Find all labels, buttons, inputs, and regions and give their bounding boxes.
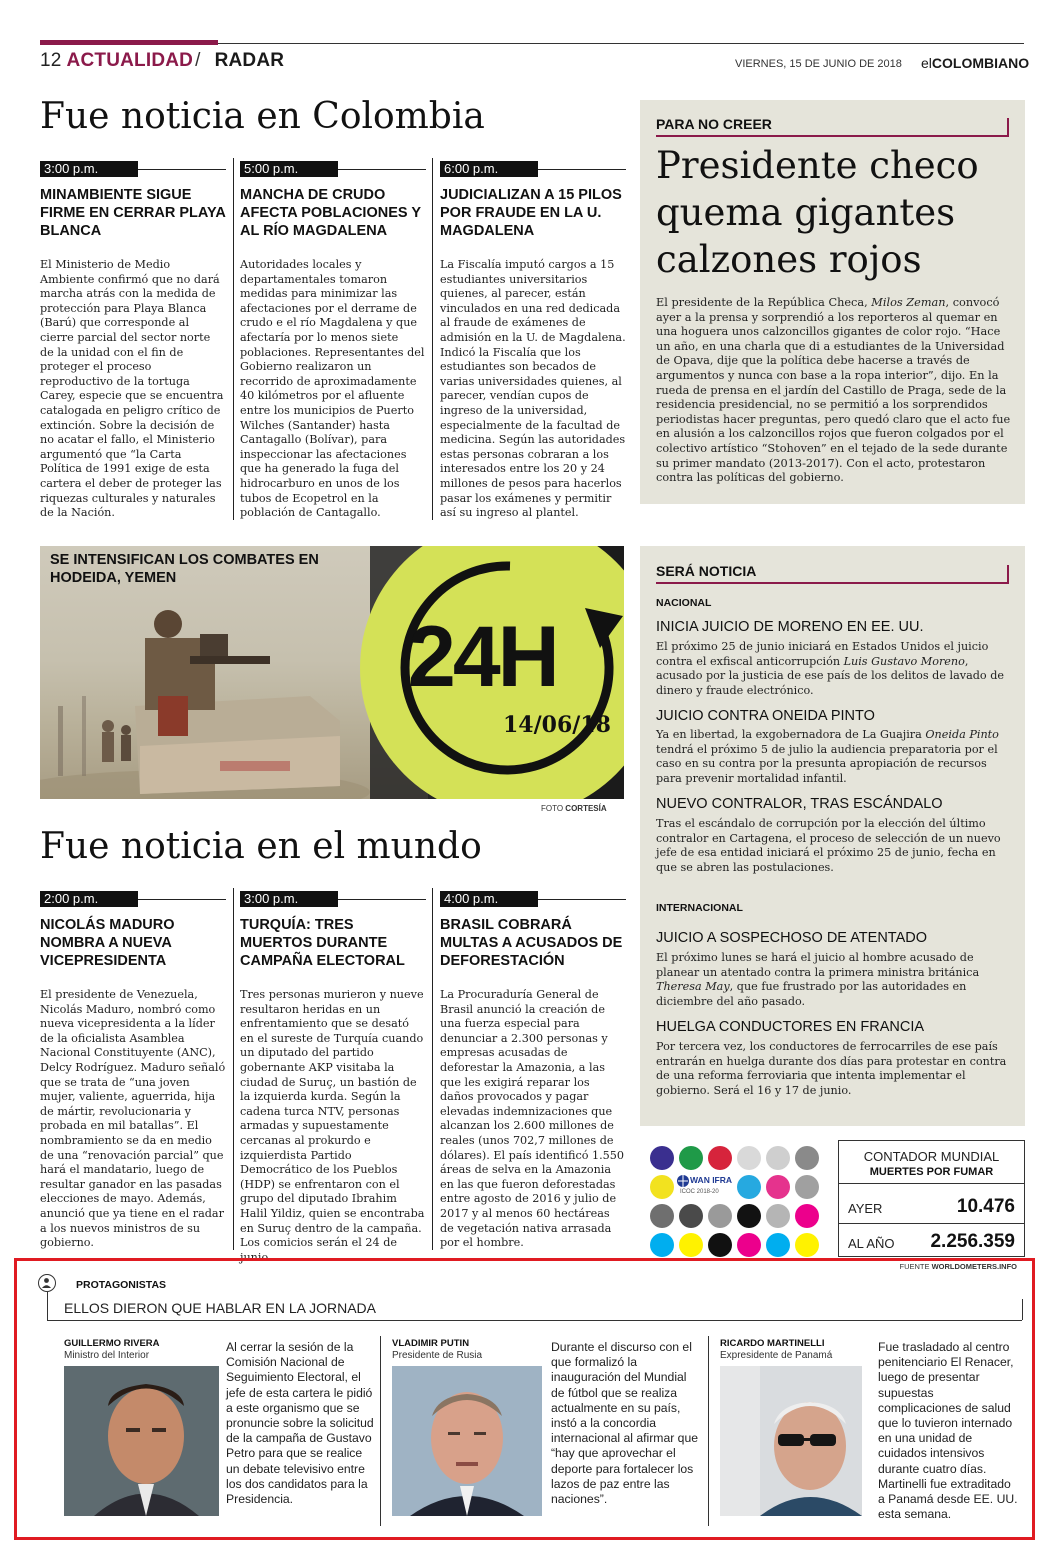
protagonistas-tag: PROTAGONISTAS (76, 1279, 167, 1291)
color-swatch (795, 1204, 819, 1228)
column-divider (432, 158, 433, 520)
para-no-creer-body: El presidente de la República Checa, Milos Zeman, convocó ayer a la prensa y sorprendió a los reporteros al quemar en una hoguera unos calzoncillos gigantes de color rojo. “Hace un año, en una charla que di a estudiantes de la Universidad de Opava, dije que la política debe hacerse a través de argumentos y nunca con base a la ropa interior”, dijo. En la rueda de prensa en el jardín del Castillo de Praga, sede de la residencia presidencial, no se permitió a los sorprendidos periodistas hacer preguntas, pero quedó claro que el acto fue en alusión a los calzoncillos rojos que fueron colgados por el colectivo artístico “Stohoven” en el tejado de la sede durante su primer mandato (2013-2017). Con el acto, protestaron contra las políticas del gobierno. (656, 296, 1011, 485)
tag-rule-end (1007, 118, 1009, 137)
sera-noticia-item-body: El próximo lunes se hará el juicio al hombre acusado de planear un atentado contra la primera ministra británica Theresa May, que fue frustrado por las autoridades en diciembre del año pasado. (656, 951, 980, 1008)
story-body: La Fiscalía imputó cargos a 15 estudiantes universitarios quienes, al parecer, están vinculados en una red dedicada al fraude de exámenes de admisión en la U. de Magdalena. Indicó la Fiscalía que los estudiantes son becados de varias universidades quienes, al parecer, vendían cupos de ingreso de la universidad, especialmente de la facultad de medicina. Según las autoridades estas personas cobraran a los interesados entre los 20 y 24 millones de pesos para hacerlos pasar los exámenes y permitir así su ingreso al plantel. (440, 258, 626, 520)
colombia-story-3 (440, 158, 626, 521)
person-name: Milos Zeman (871, 296, 946, 309)
photo-caption: SE INTENSIFICAN LOS COMBATES EN HODEIDA, YEMEN (50, 552, 319, 586)
sera-noticia-item-title[interactable]: INICIA JUICIO DE MORENO EN EE. UU. (656, 619, 924, 635)
sera-noticia-item-title[interactable]: JUICIO A SOSPECHOSO DE ATENTADO (656, 930, 927, 946)
sera-noticia-item-title[interactable]: JUICIO CONTRA ONEIDA PINTO (656, 708, 875, 724)
protagonist-role: Expresidente de Panamá (720, 1350, 833, 1361)
time-badge: 6:00 p.m. (440, 161, 538, 177)
24h-badge-date: 14/06/18 (503, 712, 611, 738)
wan-ifra-logo-text: WAN IFRA (690, 1175, 733, 1185)
color-swatch (650, 1175, 674, 1199)
color-swatch (795, 1175, 819, 1199)
color-swatch (766, 1233, 790, 1257)
time-badge: 4:00 p.m. (440, 891, 538, 907)
24h-badge-label: 24H (408, 609, 557, 705)
counter-year-label: AL AÑO (848, 1236, 895, 1251)
protagonist-role: Ministro del Interior (64, 1350, 150, 1361)
colombia-section-title: Fue noticia en Colombia (40, 96, 485, 137)
protagonist-name: RICARDO MARTINELLI (720, 1338, 825, 1349)
portrait-illustration (720, 1366, 862, 1516)
internacional-label: INTERNACIONAL (656, 902, 743, 914)
protagonistas-divider (380, 1336, 381, 1526)
color-swatch (679, 1204, 703, 1228)
story-body: El presidente de Venezuela, Nicolás Maduro, nombró como nueva vicepresidenta a la líder de la oficialista Asamblea Nacional Constituyente (ANC), Delcy Rodríguez. Maduro señaló que se trata de “una joven mujer, valiente, aguerrida, hija de mártir, revolucionaria y probada en mil batallas”. El nombramiento se da en medio de una “renovación parcial” que hará el mandatario, luego de resultar ganador en las pasadas elecciones de mayo. Además, anunció que ya tiene en el radar a los nuevos ministros de su gobierno. (40, 988, 226, 1250)
counter-subtitle: MUERTES POR FUMAR (869, 1166, 994, 1178)
time-badge: 2:00 p.m. (40, 891, 138, 907)
story-headline[interactable]: JUDICIALIZAN A 15 PILOS POR FRAUDE EN LA U. MAGDALENA (440, 187, 622, 239)
protagonist-photo-rivera (64, 1366, 219, 1516)
color-swatch (679, 1146, 703, 1170)
person-icon (38, 1274, 56, 1292)
portrait-illustration (392, 1366, 542, 1516)
mundo-section-title: Fue noticia en el mundo (40, 826, 482, 867)
nacional-label: NACIONAL (656, 597, 712, 609)
mundo-story-2 (240, 888, 426, 1265)
para-no-creer-headline[interactable]: Presidente checo quema gigantes calzones rojos (656, 144, 979, 281)
subsection-name[interactable]: RADAR (214, 50, 285, 71)
mundo-story-3 (440, 888, 626, 1251)
mundo-story-1 (40, 888, 226, 1251)
wan-ifra-logo-sub: ICOC 2018-20 (680, 1189, 719, 1195)
protagonistas-subtitle: ELLOS DIERON QUE HABLAR EN LA JORNADA (64, 1300, 376, 1316)
color-swatch (766, 1146, 790, 1170)
column-divider (233, 158, 234, 520)
color-swatch (650, 1146, 674, 1170)
color-swatch (679, 1233, 703, 1257)
colombia-story-1 (40, 158, 226, 521)
story-headline[interactable]: NICOLÁS MADURO NOMBRA A NUEVA VICEPRESIDENTA (40, 917, 175, 969)
protagonist-role: Presidente de Rusia (392, 1350, 483, 1361)
color-swatch (708, 1233, 732, 1257)
story-body: Autoridades locales y departamentales tomaron medidas para minimizar las afectaciones por el derrame de crudo e el río Magdalena y que afectaría por lo menos siete poblaciones. Representantes del Gobierno realizaron un recorrido de aproximadamente 40 kilómetros por el afluente entre los municipios de Puerto Wilches (Santander) hasta Cantagallo (Bolívar), para inspeccionar las afectaciones que ha generado la fuga del hidrocarburo en unos de los tubos de Ecopetrol en la población de Cantagallo. (240, 258, 425, 520)
header-accent-bar (40, 40, 218, 45)
sera-noticia-tag: SERÁ NOTICIA (656, 563, 757, 579)
color-swatch (766, 1175, 790, 1199)
newspaper-brand[interactable] (921, 55, 1029, 71)
section-label (40, 50, 284, 72)
section-name[interactable]: ACTUALIDAD (66, 50, 194, 71)
color-swatch (766, 1204, 790, 1228)
page-number: 12 (40, 50, 62, 71)
color-swatch (650, 1233, 674, 1257)
time-badge: 3:00 p.m. (40, 161, 138, 177)
tag-rule-end (1007, 565, 1009, 584)
sera-noticia-item-body: Tras el escándalo de corrupción por la elección del último contralor en Cartagena, el proceso de selección de un nuevo jefe de esa entidad iniciará el próximo 25 de junio, fecha en que se abren las postulaciones. (656, 817, 1001, 874)
column-divider (432, 888, 433, 1250)
brand-prefix: el (921, 55, 932, 71)
story-headline[interactable]: MANCHA DE CRUDO AFECTA POBLACIONES Y AL RÍO MAGDALENA (240, 187, 421, 239)
color-swatch (737, 1204, 761, 1228)
para-no-creer-tag: PARA NO CREER (656, 116, 772, 132)
counter-source: FUENTE WORLDOMETERS.INFO (899, 1262, 1017, 1271)
counter-yesterday-label: AYER (848, 1201, 883, 1216)
colombia-story-2 (240, 158, 426, 521)
brand-name: COLOMBIANO (931, 55, 1030, 71)
sera-noticia-item-title[interactable]: NUEVO CONTRALOR, TRAS ESCÁNDALO (656, 796, 943, 812)
story-headline[interactable]: MINAMBIENTE SIGUE FIRME EN CERRAR PLAYA BLANCA (40, 187, 226, 239)
tag-rule (656, 135, 1007, 137)
protagonistas-rule-end (1022, 1299, 1023, 1320)
color-swatch (795, 1233, 819, 1257)
story-headline[interactable]: BRASIL COBRARÁ MULTAS A ACUSADOS DE DEFORESTACIÓN (440, 917, 623, 969)
tag-rule (656, 582, 1007, 584)
protagonistas-rule (47, 1320, 1022, 1321)
story-body: El Ministerio de Medio Ambiente confirmó que no dará marcha atrás con la medida de protección para Playa Blanca (Barú) que corresponde al cierre parcial del sector norte de la unidad con el fin de proteger el proceso reproductivo de la tortuga Carey, especie que se encuentra catalogada en peligro crítico de extinción. Sobre la decisión de no acatar el fallo, el Ministerio argumentó que “la Carta Política de 1991 exige de esta cartera el deber de proteger las riquezas culturales y naturales de la Nación. (40, 258, 224, 520)
sera-noticia-item-body: Ya en libertad, la exgobernadora de La Guajira Oneida Pinto tendrá el próximo 5 de julio la audiencia preparatoria por el caso en su contra por la presunta apropiación de recursos para prevenir mortalidad infantil. (656, 728, 999, 785)
time-badge: 3:00 p.m. (240, 891, 338, 907)
color-swatch (795, 1146, 819, 1170)
counter-title: CONTADOR MUNDIAL (863, 1149, 1000, 1164)
story-body: La Procuraduría General de Brasil anunció la creación de una fuerza especial para denunciar a 2.300 personas y empresas acusadas de deforestar la Amazonia, a las que les exigirá reparar los daños provocados y pagar elevadas indemnizaciones que alcanzan los 2.600 millones de reales (unos 702,7 millones de dólares). El país identificó 1.550 áreas de selva en la Amazonia en las que fueron deforestadas entre agosto de 2016 y julio de 2017 y al menos 60 hectáreas de vegetación nativa arrasada por el hombre. (440, 988, 625, 1250)
counter-divider (838, 1183, 1025, 1184)
section-separator: / (195, 50, 201, 71)
color-swatch (708, 1204, 732, 1228)
protagonist-quote: Fue trasladado al centro penitenciario El Renacer, luego de presentar supuestas complicaciones de salud que lo tuvieron internado en una unidad de cuidados intensivos durante cuatro días. Martinelli fue extraditado a Panamá desde EE. UU. esta semana. (878, 1340, 1018, 1522)
sera-noticia-item-title[interactable]: HUELGA CONDUCTORES EN FRANCIA (656, 1019, 925, 1035)
portrait-illustration (64, 1366, 219, 1516)
protagonist-photo-putin (392, 1366, 542, 1516)
counter-yesterday-value: 10.476 (956, 1196, 1015, 1217)
color-swatch (737, 1175, 761, 1199)
counter-year-value: 2.256.359 (930, 1231, 1015, 1252)
protagonistas-divider (708, 1336, 709, 1526)
story-body: Tres personas murieron y nueve resultaron heridas en un enfrentamiento que se desató en el sureste de Turquía cuando un diputado del partido gobernante AKP visitaba la ciudad de Suruç, un bastión de la izquierda kurda. Según la cadena turca NTV, personas armadas y supuestamente cercanas al prokurdo e izquierdista Partido Democrático de los Pueblos (HDP) se enfrentaron con el grupo del diputado Ibrahim Halil Yildiz, quien se encontraba en Suruç dentro de la campaña. Los comicios serán el 24 de junio. (240, 988, 425, 1264)
header-rule (218, 43, 1024, 44)
print-color-bar (646, 1144, 826, 1256)
color-swatch (737, 1146, 761, 1170)
sera-noticia-item-body: El próximo 25 de junio iniciará en Estados Unidos el juicio contra el exfiscal anticorrupción Luis Gustavo Moreno, acusado por la justicia de ese país de los delitos de lavado de dinero y fraude electrónico. (656, 640, 1004, 697)
person-icon-glyph (39, 1275, 54, 1290)
photo-credit: FOTO CORTESÍA (541, 804, 607, 813)
protagonist-name: VLADIMIR PUTIN (392, 1338, 470, 1349)
story-headline[interactable]: TURQUÍA: TRES MUERTOS DURANTE CAMPAÑA ELECTORAL (240, 917, 405, 969)
sera-noticia-item-body: Por tercera vez, los conductores de ferrocarriles de ese país entrarán en huelga durante dos días para protestar en contra de una reforma ferroviaria que intenta implementar el gobierno. Será el 16 y 17 de junio. (656, 1040, 1007, 1097)
color-swatch (737, 1233, 761, 1257)
column-divider (233, 888, 234, 1250)
time-badge: 5:00 p.m. (240, 161, 338, 177)
color-swatch (650, 1204, 674, 1228)
protagonist-quote: Durante el discurso con el que formalizó la inauguración del Mundial de fútbol que se realiza actualmente en su país, instó a la concordia internacional al afirmar que “hay que aprovechar el deporte para fortalecer los lazos de paz entre las naciones”. (551, 1340, 699, 1507)
protagonist-quote: Al cerrar la sesión de la Comisión Nacional de Seguimiento Electoral, el jefe de esta cartera le pidió a este organismo que se pronuncie sobre la solicitud de la campaña de Gustavo Petro para que se realice un debate televisivo entre los dos candidatos para la Presidencia. (226, 1340, 374, 1507)
counter-divider (838, 1223, 1025, 1224)
protagonist-photo-martinelli (720, 1366, 862, 1516)
color-swatch (708, 1146, 732, 1170)
protagonist-name: GUILLERMO RIVERA (64, 1338, 160, 1349)
tag-stem (47, 1292, 48, 1320)
issue-date: VIERNES, 15 DE JUNIO DE 2018 (735, 58, 902, 70)
